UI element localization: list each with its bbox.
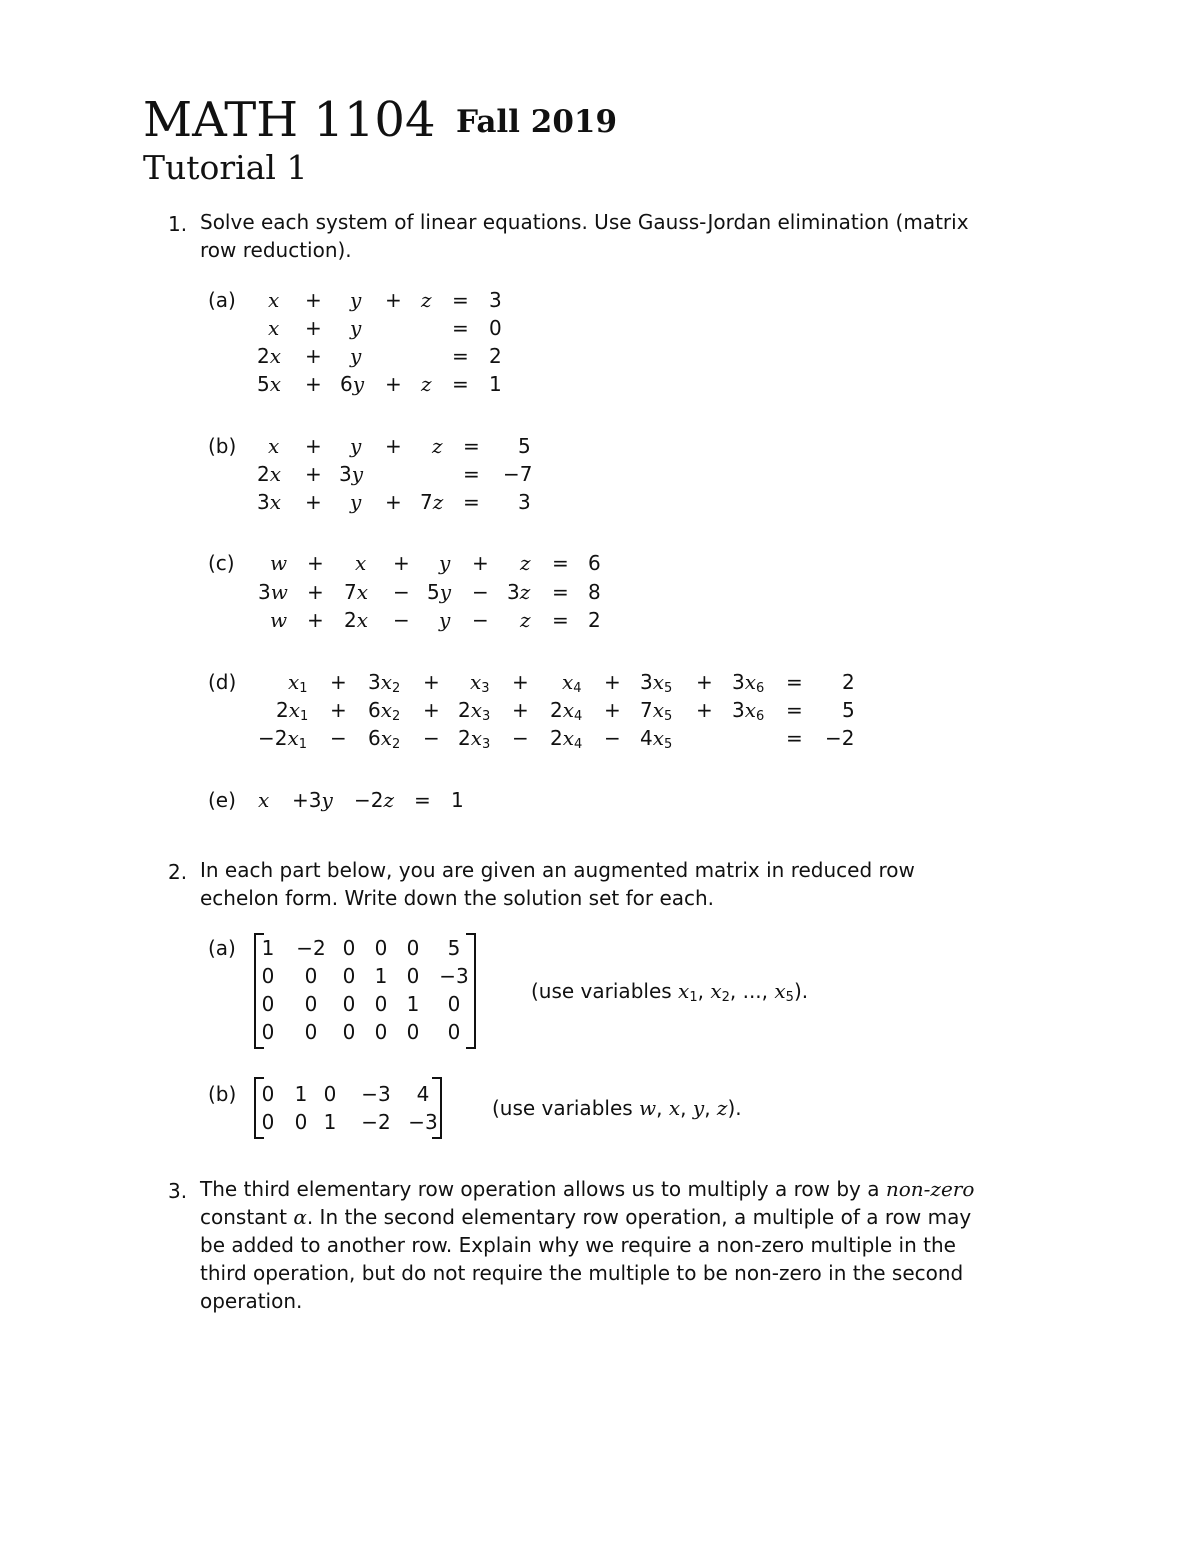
q2a-note: (use variables $x_1$, $x_2$, ..., $x_5$). — [531, 979, 809, 1005]
matrix-cell: 0 — [261, 1082, 275, 1106]
q3-number: 3. — [168, 1179, 188, 1203]
q1-part-c-label: (c) — [208, 551, 235, 575]
tutorial-title: Tutorial 1 — [143, 148, 308, 187]
matrix-cell: 0 — [261, 964, 275, 988]
q1-part-d-label: (d) — [208, 670, 237, 694]
q3-text: The third elementary row operation allows us to multiply a row by a non-zero constant α. In the second elementary row operation, a multiple of a row may be added to another row. Explain why we require a non-zero multiple in the third operation, but do not require the multiple to be non-zero in the second operation. — [200, 1177, 975, 1313]
q2b-note: (use variables w, x, y, z). — [492, 1096, 742, 1120]
matrix-cell: 5 — [447, 936, 461, 960]
matrix-cell: −2 — [361, 1110, 391, 1134]
matrix-cell: 0 — [261, 1110, 275, 1134]
matrix-cell: 1 — [323, 1110, 337, 1134]
q2-number: 2. — [168, 860, 188, 884]
matrix-cell: −3 — [439, 964, 469, 988]
matrix-cell: 0 — [261, 1020, 275, 1044]
course-code: MATH 1104 — [143, 92, 436, 148]
matrix-cell: 0 — [406, 936, 420, 960]
matrix-cell: 0 — [304, 1020, 318, 1044]
q2-part-a-label: (a) — [208, 936, 236, 960]
matrix-cell: 0 — [374, 992, 388, 1016]
q1-part-e-label: (e) — [208, 788, 236, 812]
matrix-cell: −2 — [296, 936, 326, 960]
matrix-cell: 0 — [374, 936, 388, 960]
q1-number: 1. — [168, 212, 188, 236]
matrix-cell: 4 — [416, 1082, 430, 1106]
q1-part-a-label: (a) — [208, 288, 236, 312]
matrix-cell: 0 — [342, 992, 356, 1016]
matrix-cell: 0 — [261, 992, 275, 1016]
matrix-cell: 1 — [294, 1082, 308, 1106]
q1-part-b-label: (b) — [208, 434, 237, 458]
matrix-cell: 0 — [294, 1110, 308, 1134]
matrix-cell: 0 — [342, 936, 356, 960]
matrix-cell: 0 — [447, 1020, 461, 1044]
q2-part-b-label: (b) — [208, 1082, 237, 1106]
matrix-cell: 1 — [374, 964, 388, 988]
matrix-cell: 1 — [261, 936, 275, 960]
term: x — [268, 288, 280, 312]
matrix-cell: 0 — [342, 1020, 356, 1044]
matrix-cell: 0 — [323, 1082, 337, 1106]
matrix-cell: 0 — [406, 1020, 420, 1044]
matrix-cell: 0 — [447, 992, 461, 1016]
matrix-cell: 0 — [304, 992, 318, 1016]
matrix-cell: 1 — [406, 992, 420, 1016]
matrix-cell: 0 — [342, 964, 356, 988]
term-label: Fall 2019 — [456, 104, 618, 140]
matrix-cell: 0 — [406, 964, 420, 988]
tutorial-page: MATH 1104 Fall 2019 Tutorial 1 1. Solve each system of linear equations. Use Gauss-Jordan elimination (matrix row reduction). (a) x + y + z = 3 x + y = 0 2x + y = 2 5x + 6y + z = 1 (b) x + y + z = 5 2x + 3y = −7 3x + y + 7z = 3 (c) w + x + y + z = 6 3w + 7x − 5y − 3z = 8 w + 2x − y − z = 2 (d) $x_1$ + $3x_2$ + $x_3$ + $x_4$ + $3x_5$ + $3x_6$ = 2 $2x_1$ + $6x_2$ + $2x_3$ + $2x_4$ + $7x_5$ + $3x_6$ = 5 $-2x_1$ − $6x_2$ − $2x_3$ − $2x_4$ − $4x_5$ = −2 (e) x +3y −2z = 1 2. In each part below, you are given an augmented matrix in reduced row echelon form. Write down the solution set for each. (a) 1 −2 0 0 0 5 0 0 0 1 0 −3 0 0 0 0 1 0 0 0 0 0 0 0 (use variables $x_1$, $x_2$, ..., $x_5$). (b) 0 1 0 −3 4 0 0 1 −2 −3 (use variables w, x, y, z). 3. The third elementary row operation allows us to multiply a row by a non-zero constant α. In the second elementary row operation, a multiple of a row may be added to another row. Explain why we require a non-zero multiple in the third operation, but do not require the multiple to be non-zero in the second operation. — [0, 0, 1200, 1553]
q2-text: In each part below, you are given an augmented matrix in reduced row echelon form. Write down the solution set for each. — [200, 858, 915, 910]
matrix-cell: −3 — [408, 1110, 438, 1134]
matrix-cell: −3 — [361, 1082, 391, 1106]
q1-text: Solve each system of linear equations. Use Gauss-Jordan elimination (matrix row reduction). — [200, 210, 969, 262]
matrix-cell: 0 — [374, 1020, 388, 1044]
matrix-cell: 0 — [304, 964, 318, 988]
